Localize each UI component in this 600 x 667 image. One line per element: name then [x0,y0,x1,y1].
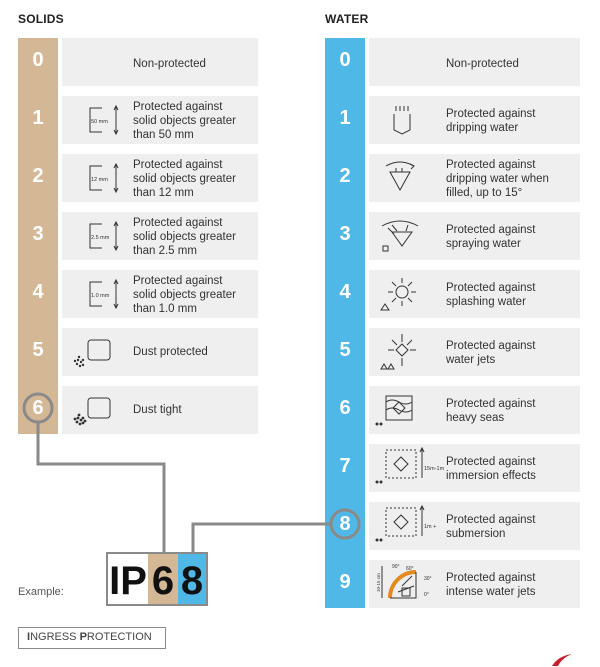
angle-label: 90° [392,564,400,570]
water-digit: 3 [339,223,351,245]
water-digit: 9 [339,571,351,593]
example-label: Example: [18,586,64,598]
solids-digit: 3 [32,223,44,245]
solids-digit: 2 [32,165,44,187]
solids-digit: 6 [32,397,44,419]
protection-initial: P [79,631,87,643]
description-line: solid objects greater [133,115,236,127]
description-line: than 12 mm [133,187,194,199]
description-line: filled, up to 15° [446,187,523,199]
description-line: water jets [446,354,496,366]
description-line: submersion [446,528,506,540]
water-digit: 1 [339,107,351,129]
ip-solid-digit: 6 [148,552,178,606]
description-line: Protected against [133,159,223,171]
description-line: than 50 mm [133,129,194,141]
description-line: Protected against [133,101,223,113]
angle-label: 30° [424,576,432,582]
description-line: dripping water [446,122,519,134]
description-line: solid objects greater [133,231,236,243]
description-line: Protected against [446,340,536,352]
description-line: Protected against [133,217,223,229]
water-digit: 6 [339,397,351,419]
ip-water-digit: 8 [178,552,208,606]
water-digit: 5 [339,339,351,361]
ingress-protection-label [18,627,166,649]
depth-label: 15m-1m [424,466,444,472]
angle-label: 0° [424,592,429,598]
size-label: 50 mm [91,119,108,125]
description-line: solid objects greater [133,173,236,185]
description-line: than 2.5 mm [133,245,197,257]
description-line: Protected against [446,224,536,236]
ingress-initial: I [27,631,31,643]
solids-digit: 0 [32,49,44,71]
description-line: Protected against [446,572,536,584]
protection-rest: ROTECTION [86,631,152,643]
description-line: splashing water [446,296,526,308]
water-digit: 7 [339,455,351,477]
solids-digit: 5 [32,339,44,361]
solids-digit: 4 [32,281,44,303]
solids-digit: 1 [32,107,44,129]
description-line: than 1.0 mm [133,303,197,315]
description-line: dripping water when [446,173,549,185]
angle-label: 60° [406,566,414,572]
highlight-circle-water [331,510,359,538]
water-digit: 0 [339,49,351,71]
side-label: 10-15 cm [376,573,381,592]
solids-connector [38,422,164,552]
description-line: Dust protected [133,346,208,358]
description-line: Protected against [446,108,536,120]
water-digit: 4 [339,281,351,303]
depth-label: 1m + [424,524,437,530]
description-line: Protected against [133,275,223,287]
description-line: Protected against [446,159,536,171]
description-line: Protected against [446,398,536,410]
ip-prefix: IP [106,552,148,606]
description-line: spraying water [446,238,521,250]
description-line: Protected against [446,456,536,468]
description-line: Dust tight [133,404,182,416]
water-digit: 8 [339,513,351,535]
description-line: Protected against [446,282,536,294]
water-connector [193,524,331,552]
size-label: 12 mm [91,177,108,183]
size-label: 1.0 mm [91,293,110,299]
description-line: Non-protected [446,58,519,70]
description-line: Protected against [446,514,536,526]
solids-heading: SOLIDS [18,12,64,26]
description-line: immersion effects [446,470,536,482]
highlight-circle-solids [24,394,52,422]
water-heading: WATER [325,12,369,26]
description-line: solid objects greater [133,289,236,301]
size-label: 2.5 mm [91,235,110,241]
ingress-rest: NGRESS [30,631,80,643]
description-line: intense water jets [446,586,536,598]
description-line: heavy seas [446,412,505,424]
description-line: Non-protected [133,58,206,70]
water-digit: 2 [339,165,351,187]
brand-mark-icon [548,652,578,667]
